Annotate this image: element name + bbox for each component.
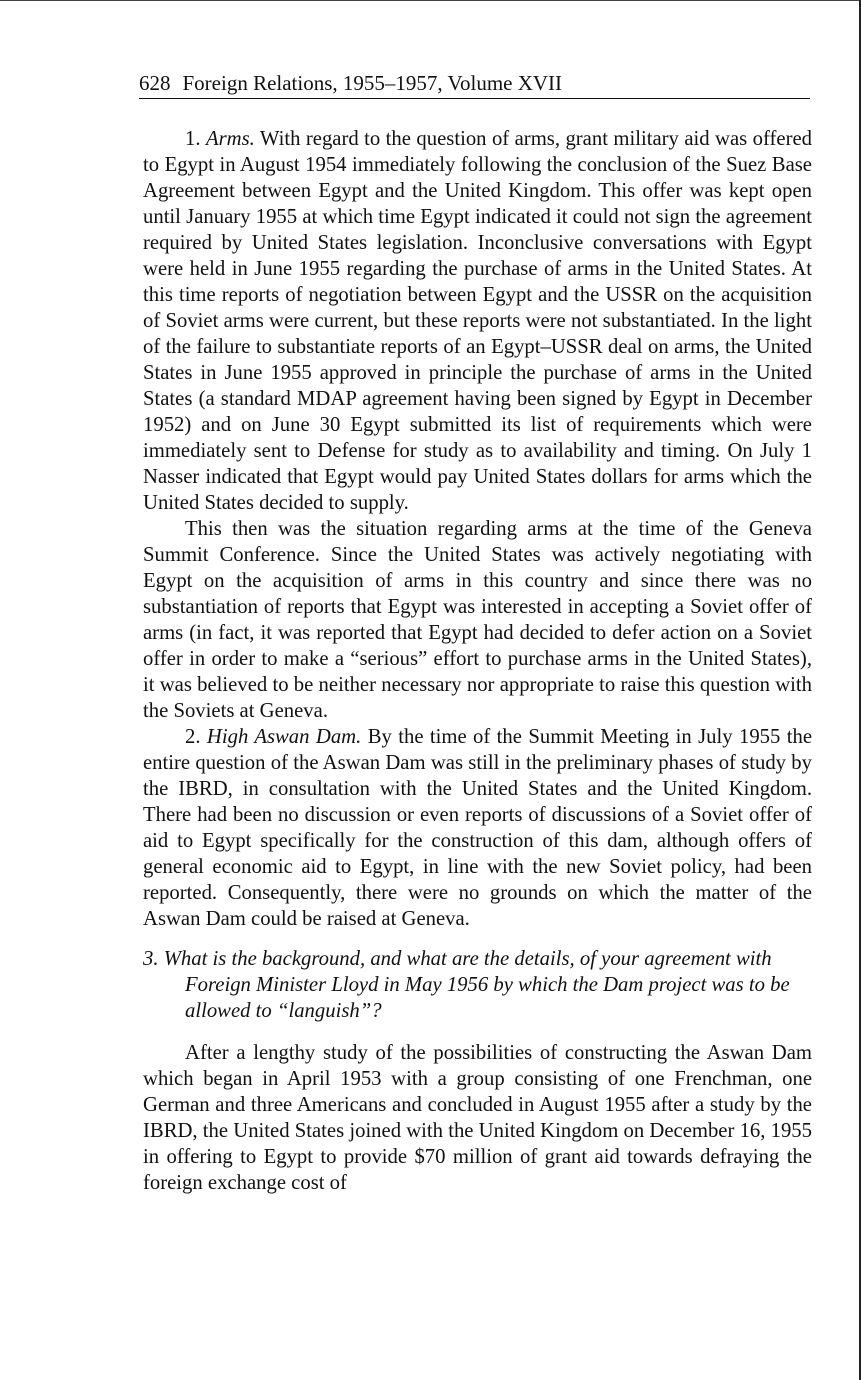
arms-heading: Arms. xyxy=(205,128,255,150)
page-top-edge xyxy=(0,0,861,1)
aswan-number: 2. xyxy=(185,726,201,748)
running-head xyxy=(139,70,810,99)
question-text: What is the background, and what are the details, of your agreement with Foreign Minister Lloyd in May 1956 by which the Dam project was to be allowed to “languish”? xyxy=(163,948,790,1022)
paragraph-geneva: This then was the situation regarding arms at the time of the Geneva Summit Conference. Since the United States was actively negotiating with Egypt on the acquisition of arms in this country and since there was no substantiation of reports that Egypt was interested in accepting a Soviet offer of arms (in fact, it was reported that Egypt had decided to defer action on a Soviet offer in order to make a “serious” effort to purchase arms in the United States), it was believed to be neither necessary nor appropriate to raise this question with the Soviets at Geneva. xyxy=(143,518,812,722)
body-text xyxy=(143,126,812,1196)
paragraph-arms xyxy=(143,126,812,516)
arms-text: With regard to the question of arms, grant military aid was offered to Egypt in August 1954 immediately following the conclusion of the Suez Base Agreement between Egypt and the United Kingdom. This offer was kept open until January 1955 at which time Egypt indicated it could not sign the agreement required by United States legislation. Inconclusive conversations with Egypt were held in June 1955 regarding the purchase of arms in the United States. At this time reports of negotiation between Egypt and the USSR on the acquisition of Soviet arms were current, but these reports were not substantiated. In the light of the failure to substantiate reports of an Egypt–USSR deal on arms, the United States in June 1955 approved in principle the purchase of arms in the United States (a standard MDAP agreement having been signed by Egypt in December 1952) and on June 30 Egypt submitted its list of requirements which were immediately sent to Defense for study as to availability and timing. On July 1 Nasser indicated that Egypt would pay United States dollars for arms which the United States decided to supply. xyxy=(143,128,813,514)
aswan-text: By the time of the Summit Meeting in July 1955 the entire question of the Aswan Dam was still in the preliminary phases of study by the IBRD, in consultation with the United States and the United Kingdom. There had been no discussion or even reports of discussions of a Soviet offer of aid to Egypt specifically for the construction of this dam, although offers of general economic aid to Egypt, in line with the new Soviet policy, had been reported. Consequently, there were no grounds on which the matter of the Aswan Dam could be raised at Geneva. xyxy=(143,726,813,930)
paragraph-aswan xyxy=(143,724,812,932)
question-number: 3. xyxy=(143,948,159,970)
page-number: 628 xyxy=(139,71,171,95)
arms-number: 1. xyxy=(185,128,201,150)
paragraph-answer: After a lengthy study of the possibilities of constructing the Aswan Dam which began in April 1953 with a group consisting of one Frenchman, one German and three Americans and concluded in August 1955 after a study by the IBRD, the United States joined with the United Kingdom on December 16, 1955 in offering to Egypt to provide $70 million of grant aid towards defraying the foreign exchange cost of xyxy=(143,1042,812,1194)
aswan-heading: High Aswan Dam. xyxy=(206,726,362,748)
question-3 xyxy=(143,946,812,1024)
volume-title: Foreign Relations, 1955–1957, Volume XVII xyxy=(182,71,563,95)
